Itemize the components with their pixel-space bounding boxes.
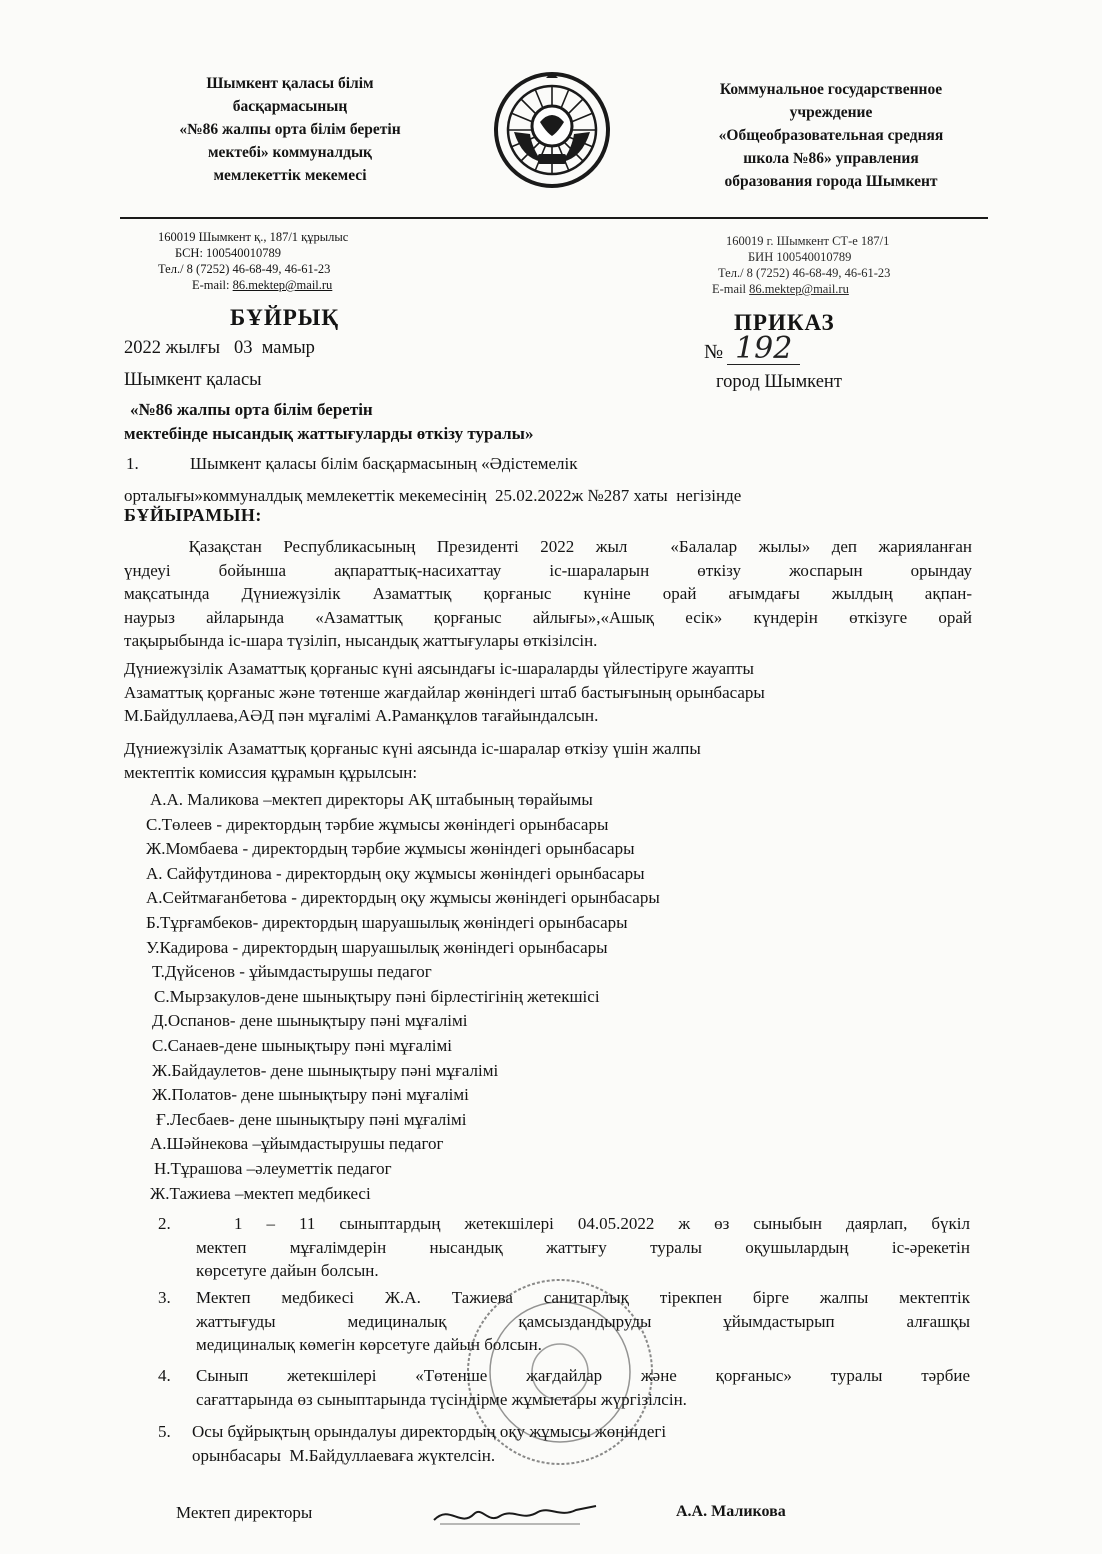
basis-text: Шымкент қаласы білім басқармасының «Әдістемелік: [190, 454, 578, 473]
paragraph-1: [124, 535, 972, 653]
order-title-kz: БҰЙРЫҚ: [230, 305, 340, 330]
city-ru: город Шымкент: [716, 372, 842, 392]
item-number: 4.: [158, 1366, 171, 1385]
item-line: 2. 1 – 11 сыныптардың жетекшілері 04.05.2022 ж өз сыныбын даярлап, бүкіл: [158, 1212, 970, 1236]
commission-member: Ғ.Лесбаев- дене шынықтыру пәні мұғалімі: [156, 1109, 467, 1129]
order-number-handwritten: 192: [727, 334, 800, 365]
item-line: 3. Мектеп медбикесі Ж.А. Тажиева санитарлық тірекпен бірге жалпы мектептік: [158, 1286, 970, 1310]
header-kz-line: Шымкент қаласы білім: [206, 75, 374, 92]
commission-member: Д.Оспанов- дене шынықтыру пәні мұғалімі: [152, 1011, 468, 1031]
bin: БИН 100540010789: [748, 250, 852, 264]
commission-member: С.Санаев-дене шынықтыру пәні мұғалімі: [152, 1035, 452, 1055]
order-date: 2022 жылғы 03 мамыр: [124, 338, 315, 358]
commission-member: Б.Тұрғамбеков- директордың шаруашылық жөніндегі орынбасары: [146, 912, 628, 932]
item-line: сағаттарында өз сыныптарында түсіндірме жұмыстары жүргізілсін.: [196, 1389, 687, 1409]
header-ru-line: учреждение: [789, 104, 873, 121]
email-label: E-mail:: [192, 278, 230, 292]
paragraph-line: М.Байдуллаева,АӘД пән мұғалімі А.Раманқұлов тағайындалсын.: [124, 706, 599, 725]
number-sign: №: [704, 341, 724, 363]
city-kz: Шымкент қаласы: [124, 370, 262, 390]
commission-member: А.Сейтмағанбетова - директордың оқу жұмысы жөніндегі орынбасары: [146, 888, 660, 908]
commission-member: Ж.Момбаева - директордың тәрбие жұмысы жөніндегі орынбасары: [146, 839, 635, 859]
email-link[interactable]: 86.mektep@mail.ru: [232, 278, 333, 292]
signature-name: А.А. Маликова: [676, 1503, 786, 1520]
commission-member: С.Төлеев - директордың тәрбие жұмысы жөніндегі орынбасары: [146, 814, 609, 834]
commission-member: А.А. Маликова –мектеп директоры АҚ штабының төрайымы: [150, 790, 593, 809]
paragraph-line: Қазақстан Республикасының Президенті 2022 жыл «Балалар жылы» деп жарияланған: [124, 537, 972, 556]
basis-line-2: орталығы»коммуналдық мемлекеттік мекемесінің 25.02.2022ж №287 хаты негізінде: [124, 486, 742, 505]
header-ru: [672, 78, 990, 193]
paragraph-line: мақсатында Дүниежүзілік Азаматтық қорғаныс күніне орай ағымдағы жылдың ақпан-: [124, 584, 972, 603]
order-number: [704, 331, 800, 366]
header-kz-line: басқармасының: [232, 98, 348, 115]
paragraph-3: [124, 737, 701, 784]
header-ru-line: школа №86» управления: [743, 150, 919, 167]
header-ru-line: образования города Шымкент: [724, 173, 938, 190]
item-number: 5.: [158, 1422, 171, 1441]
phone: Тел./ 8 (7252) 46-68-49, 46-61-23: [718, 266, 891, 280]
subject-line-1: «№86 жалпы орта білім беретін: [130, 400, 373, 419]
paragraph-line: тақырыбында іс-шара түзіліп, нысандық жаттығулары өткізілсін.: [124, 631, 598, 650]
commission-member: Ж.Байдаулетов- дене шынықтыру пәні мұғалімі: [152, 1060, 499, 1080]
paragraph-line: үндеуі бойынша ақпараттық-насихаттау іс-шараларын өткізу жоспарын орындау: [124, 560, 972, 580]
header-kz-line: мектебі» коммуналдық: [208, 144, 372, 161]
header-kz-line: мемлекеттік мекемесі: [213, 167, 367, 184]
header-kz: [120, 72, 460, 187]
official-stamp: [460, 1272, 660, 1472]
item-line: 4. Сынып жетекшілері «Төтенше жағдайлар және қорғаныс» туралы тәрбие: [158, 1364, 970, 1388]
item-number: 3.: [158, 1288, 171, 1307]
item-line: медициналық көмегін көрсетуге дайын болсын.: [196, 1335, 542, 1354]
header-ru-line: Коммунальное государственное: [719, 81, 943, 98]
contacts-ru: [712, 233, 890, 297]
paragraph-line: Дүниежүзілік Азаматтық қорғаныс күні аясында іс-шаралар өткізу үшін жалпы: [124, 739, 701, 758]
contacts-kz: [158, 229, 348, 293]
paragraph-2: [124, 657, 765, 728]
commission-member: Ж.Тажиева –мектеп медбикесі: [150, 1183, 371, 1203]
paragraph-line: мектептік комиссия құрамын құрылсын:: [124, 762, 418, 782]
item-line: 5. Осы бұйрықтың орындалуы директордың оқу жұмысы жөніндегі: [158, 1420, 666, 1444]
commission-list: [146, 788, 660, 1206]
header-ru-line: «Общеобразовательная средняя: [718, 127, 944, 144]
item-line: мектеп мұғалімдерін нысандық жаттығу туралы оқушылардың іс-әрекетін: [196, 1237, 970, 1257]
commission-member: А. Сайфутдинова - директордың оқу жұмысы жөніндегі орынбасары: [146, 863, 645, 883]
handwritten-signature: [430, 1494, 600, 1534]
order-word: БҰЙЫРАМЫН:: [124, 505, 262, 525]
state-emblem: [492, 70, 612, 190]
subject-line-2: мектебінде нысандық жаттығуларды өткізу туралы»: [124, 424, 534, 443]
header-divider: [120, 217, 988, 219]
paragraph-line: наурыз айларында «Азаматтық қорғаныс айлығы»,«Ашық есік» күндерін өткізуге орай: [124, 607, 972, 627]
item-number: 2.: [158, 1214, 171, 1233]
basis-line-1: [126, 452, 578, 476]
item-line: орынбасары М.Байдуллаеваға жүктелсін.: [192, 1445, 496, 1465]
header-kz-line: «№86 жалпы орта білім беретін: [179, 121, 401, 138]
email-label: E-mail: [712, 282, 747, 296]
order-title-ru: ПРИКАЗ: [734, 310, 835, 335]
paragraph-line: Дүниежүзілік Азаматтық қорғаныс күні аясындағы іс-шараларды үйлестіруге жауапты: [124, 659, 754, 678]
signature-role: Мектеп директоры: [176, 1503, 313, 1522]
commission-member: А.Шәйнекова –ұйымдастырушы педагог: [150, 1134, 444, 1154]
item-line: көрсетуге дайын болсын.: [196, 1261, 379, 1280]
email-line: [712, 281, 890, 297]
email-link[interactable]: 86.mektep@mail.ru: [749, 282, 849, 296]
commission-member: Н.Тұрашова –әлеуметтік педагог: [154, 1158, 392, 1178]
commission-member: Т.Дүйсенов - ұйымдастырушы педагог: [152, 962, 432, 982]
bin: БСН: 100540010789: [175, 246, 282, 260]
email-line: [158, 277, 348, 293]
commission-member: С.Мырзакулов-дене шынықтыру пәні бірлестігінің жетекшісі: [154, 986, 600, 1006]
commission-member: Ж.Полатов- дене шынықтыру пәні мұғалімі: [152, 1085, 469, 1105]
commission-member: У.Кадирова - директордың шаруашылық жөніндегі орынбасары: [146, 937, 608, 957]
phone: Тел./ 8 (7252) 46-68-49, 46-61-23: [158, 262, 331, 276]
paragraph-line: Азаматтық қорғаныс және төтенше жағдайлар жөніндегі штаб бастығының орынбасары: [124, 682, 765, 702]
item-line: жаттығуды медициналық қамсыздандыруды ұйымдастырып алғашқы: [196, 1311, 970, 1331]
basis-number: 1.: [126, 454, 139, 473]
address: 160019 г. Шымкент СТ-е 187/1: [726, 234, 890, 248]
address: 160019 Шымкент қ., 187/1 құрылыс: [158, 230, 349, 244]
